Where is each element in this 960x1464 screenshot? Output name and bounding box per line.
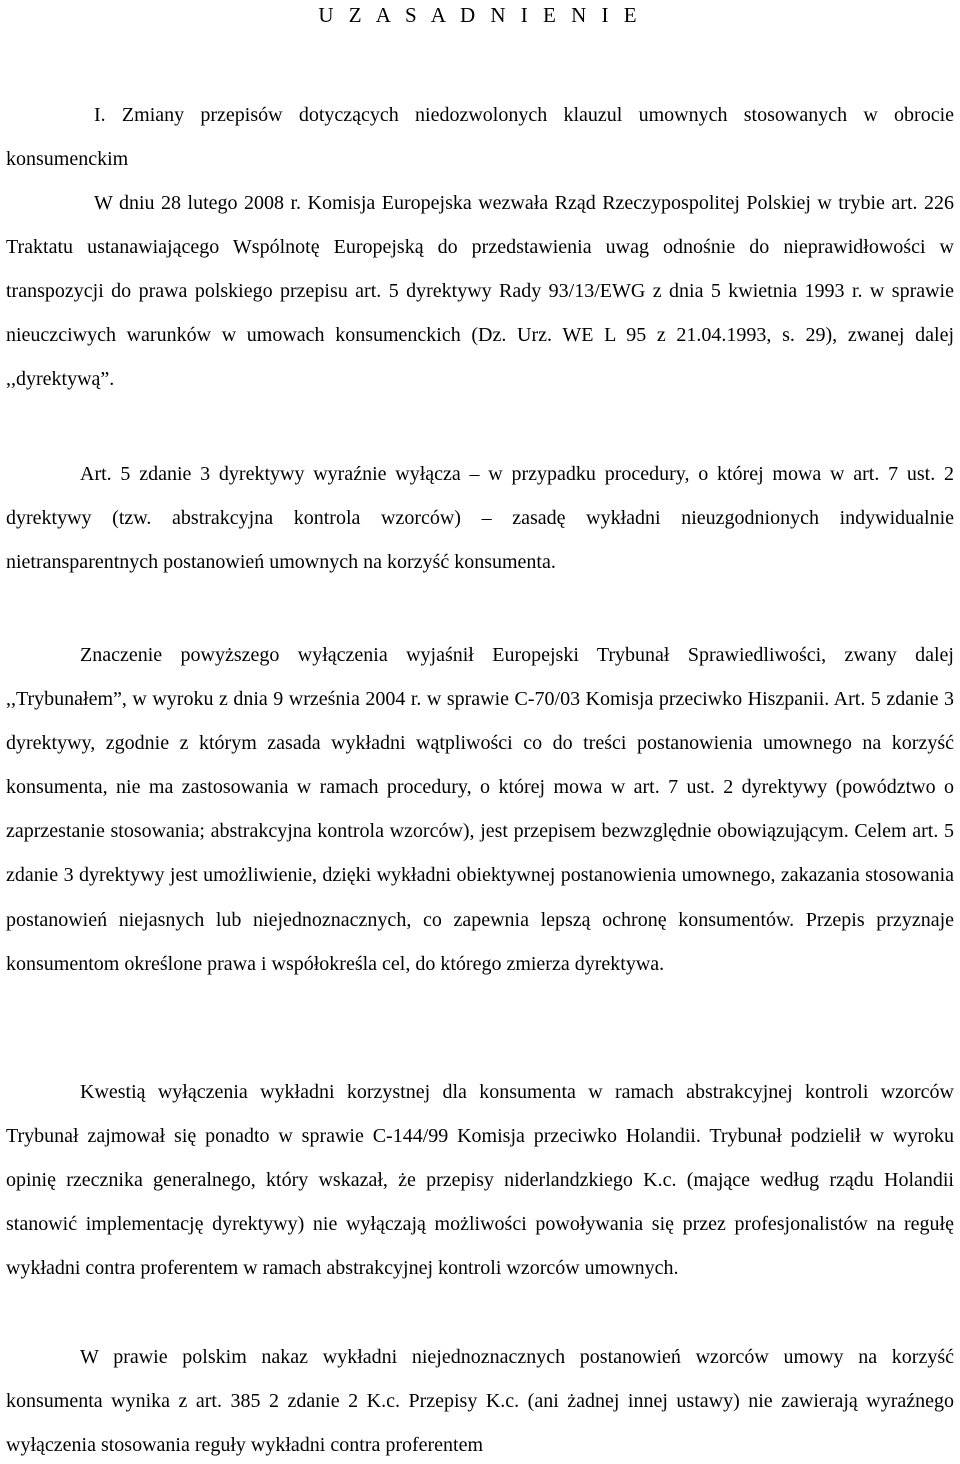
- paragraph-1: W dniu 28 lutego 2008 r. Komisja Europejska wezwała Rząd Rzeczypospolitej Polskiej w trybie art. 226 Traktatu ustanawiającego Wspólnotę Europejską do przedstawienia uwag odnośnie do nieprawidłowości w transpozycji do prawa polskiego przepisu art. 5 dyrektywy Rady 93/13/EWG z dnia 5 kwietnia 1993 r. w sprawie nieuczciwych warunków w umowach konsumenckich (Dz. Urz. WE L 95 z 21.04.1993, s. 29), zwanej dalej ,,dyrektywą”.: [6, 192, 954, 391]
- paragraph-5: W prawie polskim nakaz wykładni niejednoznacznych postanowień wzorców umowy na korzyść konsumenta wynika z art. 385 2 zdanie 2 K.c. Przepisy K.c. (ani żadnej innej ustawy) nie zawierają wyraźnego wyłączenia stosowania reguły wykładni contra proferentem: [6, 1346, 954, 1457]
- paragraph-4: Kwestią wyłączenia wykładni korzystnej dla konsumenta w ramach abstrakcyjnej kontroli wzorców Trybunał zajmował się ponadto w sprawie C-144/99 Komisja przeciwko Holandii. Trybunał podzielił w wyroku opinię rzecznika generalnego, który wskazał, że przepisy niderlandzkiego K.c. (mające według rządu Holandii stanowić implementację dyrektywy) nie wyłączają możliwości powoływania się przez profesjonalistów na regułę wykładni contra proferentem w ramach abstrakcyjnej kontroli wzorców umownych.: [6, 1081, 954, 1280]
- paragraph-3: Znaczenie powyższego wyłączenia wyjaśnił Europejski Trybunał Sprawiedliwości, zwany dalej ,,Trybunałem”, w wyroku z dnia 9 września 2004 r. w sprawie C-70/03 Komisja przeciwko Hiszpanii. Art. 5 zdanie 3 dyrektywy, zgodnie z którym zasada wykładni wątpliwości co do treści postanowienia umownego na korzyść konsumenta, nie ma zastosowania w ramach procedury, o której mowa w art. 7 ust. 2 dyrektywy (powództwo o zaprzestanie stosowania; abstrakcyjna kontrola wzorców), jest przepisem bezwzględnie obowiązującym. Celem art. 5 zdanie 3 dyrektywy jest umożliwienie, dzięki wykładni obiektywnej postanowienia umownego, zakazania stosowania postanowień niejasnych lub niejednoznacznych, co zapewnia lepszą ochronę konsumentów. Przepis przyznaje konsumentom określone prawa i współokreśla cel, do którego zmierza dyrektywa.: [6, 644, 954, 975]
- section-heading: I. Zmiany przepisów dotyczących niedozwolonych klauzul umownych stosowanych w obrocie konsumenckim: [6, 104, 954, 171]
- document-title: U Z A S A D N I E N I E: [318, 3, 642, 27]
- paragraph-2: Art. 5 zdanie 3 dyrektywy wyraźnie wyłącza – w przypadku procedury, o której mowa w art. 7 ust. 2 dyrektywy (tzw. abstrakcyjna kontrola wzorców) – zasadę wykładni nieuzgodnionych indywidualnie nietransparentnych postanowień umownych na korzyść konsumenta.: [6, 463, 954, 574]
